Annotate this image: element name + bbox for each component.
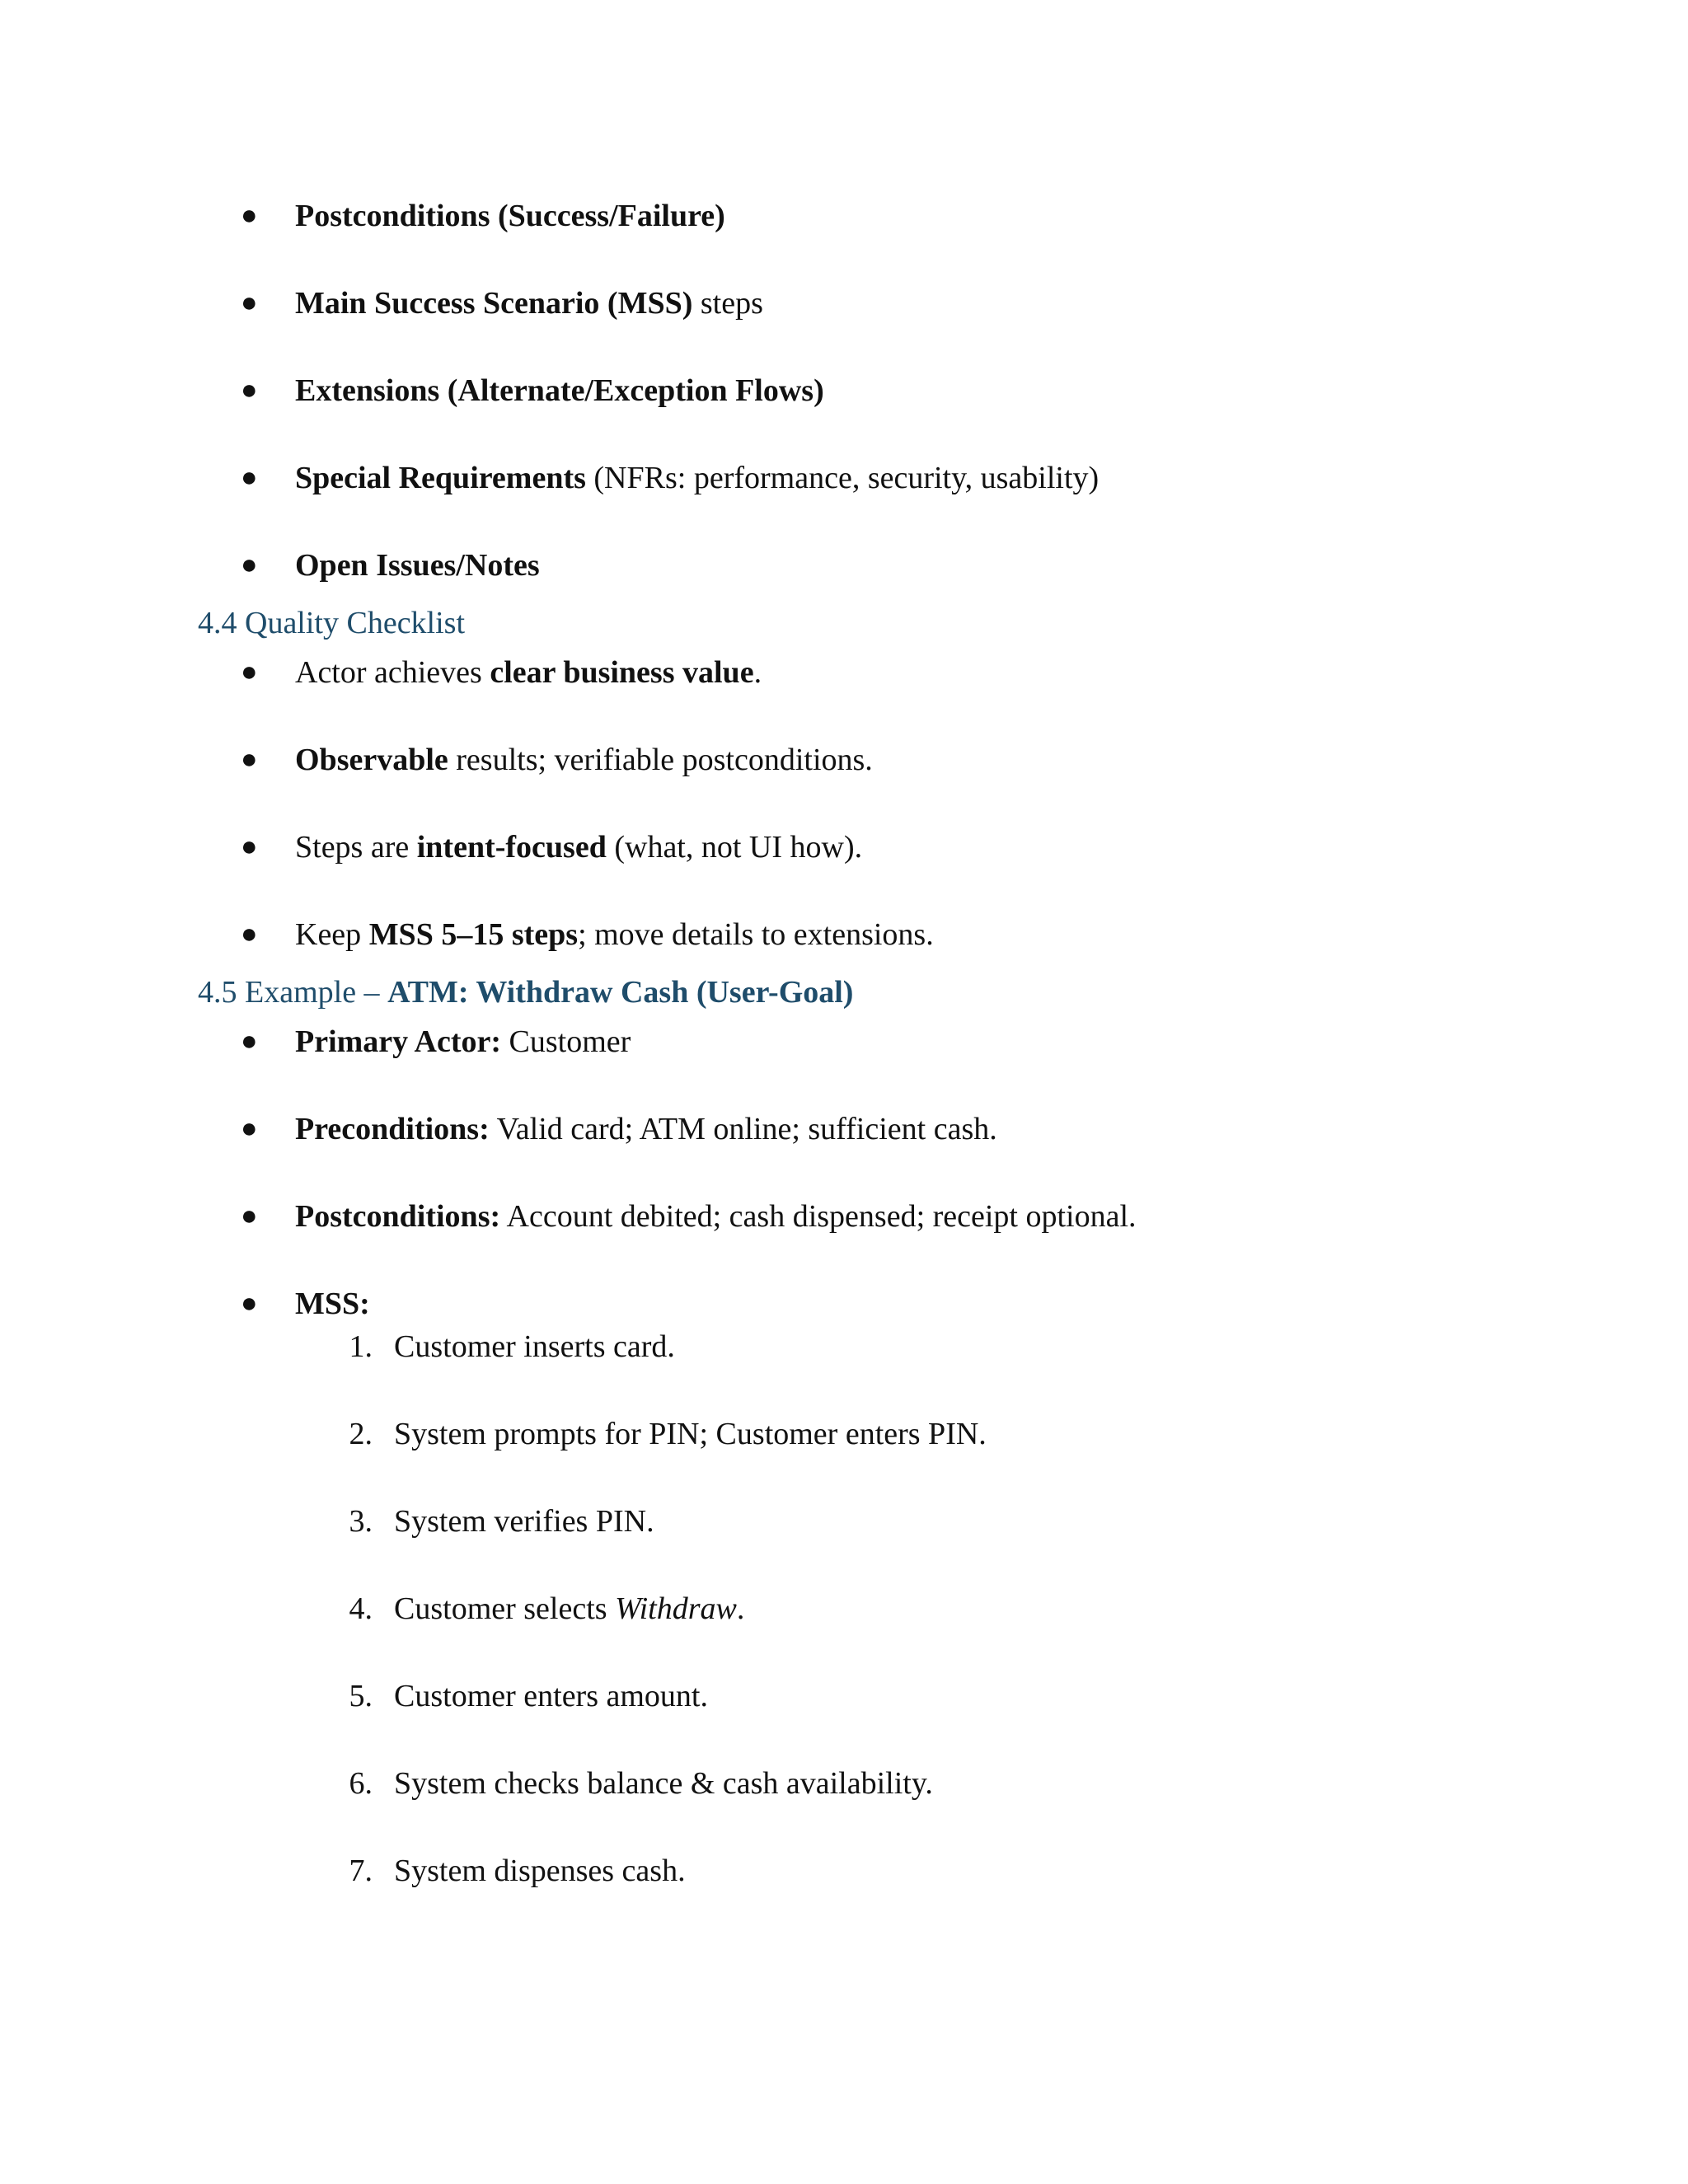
bullet-icon: ● xyxy=(241,832,258,862)
item-text: (NFRs: performance, security, usability) xyxy=(585,461,1100,495)
section-heading-atm-example xyxy=(198,972,853,1012)
list-item xyxy=(295,546,540,585)
step-number: 1. xyxy=(349,1329,373,1364)
item-bold-text: Special Requirements xyxy=(295,461,586,495)
item-text: ; move details to extensions. xyxy=(578,917,934,952)
bullet-icon: ● xyxy=(241,744,258,775)
mss-step xyxy=(394,1327,675,1366)
bullet-icon: ● xyxy=(241,1201,258,1231)
step-italic-text: Withdraw xyxy=(615,1591,737,1626)
list-item xyxy=(295,284,763,323)
step-text: . xyxy=(736,1591,745,1626)
list-item xyxy=(295,653,762,692)
list-item xyxy=(295,915,934,954)
item-text: Account debited; cash dispensed; receipt optional. xyxy=(500,1199,1137,1234)
bullet-icon: ● xyxy=(241,1288,258,1319)
list-item xyxy=(295,827,862,867)
bullet-icon: ● xyxy=(241,919,258,949)
list-item xyxy=(295,458,1099,498)
item-bold-text: Observable xyxy=(295,743,448,777)
item-bold-text: Preconditions: xyxy=(295,1112,490,1146)
item-bold-text: Main Success Scenario (MSS) xyxy=(295,286,693,321)
step-number: 6. xyxy=(349,1766,373,1801)
item-bold-text: MSS 5–15 steps xyxy=(368,917,579,952)
item-text: Steps are xyxy=(295,830,417,865)
heading-bold-text: ATM: Withdraw Cash (User-Goal) xyxy=(387,975,854,1010)
mss-step xyxy=(394,1851,686,1891)
bullet-icon: ● xyxy=(241,657,258,687)
bullet-icon: ● xyxy=(241,1026,258,1057)
item-text: Customer xyxy=(501,1024,631,1059)
step-text: Customer selects xyxy=(394,1591,616,1626)
mss-step xyxy=(394,1589,744,1629)
step-number: 5. xyxy=(349,1679,373,1713)
item-text: (what, not UI how). xyxy=(606,830,863,865)
bullet-icon: ● xyxy=(241,375,258,405)
item-bold-text: MSS: xyxy=(295,1286,370,1321)
item-text: . xyxy=(753,655,762,690)
step-number: 7. xyxy=(349,1854,373,1888)
item-text: Actor achieves xyxy=(295,655,490,690)
mss-step xyxy=(394,1764,933,1803)
item-bold-text: Primary Actor: xyxy=(295,1024,502,1059)
list-item xyxy=(295,196,725,236)
step-text: System dispenses cash. xyxy=(394,1854,686,1888)
step-text: System checks balance & cash availability. xyxy=(394,1766,933,1801)
section-heading-quality-checklist: 4.4 Quality Checklist xyxy=(198,606,466,640)
item-text: steps xyxy=(692,286,763,321)
list-item xyxy=(295,1284,370,1324)
item-bold-text: clear business value xyxy=(490,655,754,690)
mss-step xyxy=(394,1414,987,1454)
bullet-icon: ● xyxy=(241,1113,258,1144)
step-number: 2. xyxy=(349,1417,373,1451)
step-number: 3. xyxy=(349,1504,373,1539)
list-item xyxy=(295,1197,1137,1236)
item-bold-text: Postconditions: xyxy=(295,1199,501,1234)
step-text: Customer inserts card. xyxy=(394,1329,675,1364)
step-number: 4. xyxy=(349,1591,373,1626)
item-text: results; verifiable postconditions. xyxy=(448,743,873,777)
item-bold-text: Postconditions (Success/Failure) xyxy=(295,199,725,233)
list-item xyxy=(295,740,873,780)
mss-step xyxy=(394,1676,708,1716)
item-bold-text: Extensions (Alternate/Exception Flows) xyxy=(295,373,824,408)
list-item xyxy=(295,1022,631,1062)
item-text: Valid card; ATM online; sufficient cash. xyxy=(489,1112,997,1146)
bullet-icon: ● xyxy=(241,550,258,580)
heading-text: 4.5 Example – xyxy=(198,975,388,1010)
item-bold-text: intent-focused xyxy=(416,830,607,865)
bullet-icon: ● xyxy=(241,200,258,231)
mss-step xyxy=(394,1502,654,1541)
step-text: System prompts for PIN; Customer enters PIN. xyxy=(394,1417,987,1451)
item-bold-text: Open Issues/Notes xyxy=(295,548,540,583)
step-text: Customer enters amount. xyxy=(394,1679,708,1713)
bullet-icon: ● xyxy=(241,462,258,493)
list-item xyxy=(295,1109,997,1149)
step-text: System verifies PIN. xyxy=(394,1504,654,1539)
item-text: Keep xyxy=(295,917,369,952)
bullet-icon: ● xyxy=(241,288,258,318)
list-item xyxy=(295,371,824,410)
